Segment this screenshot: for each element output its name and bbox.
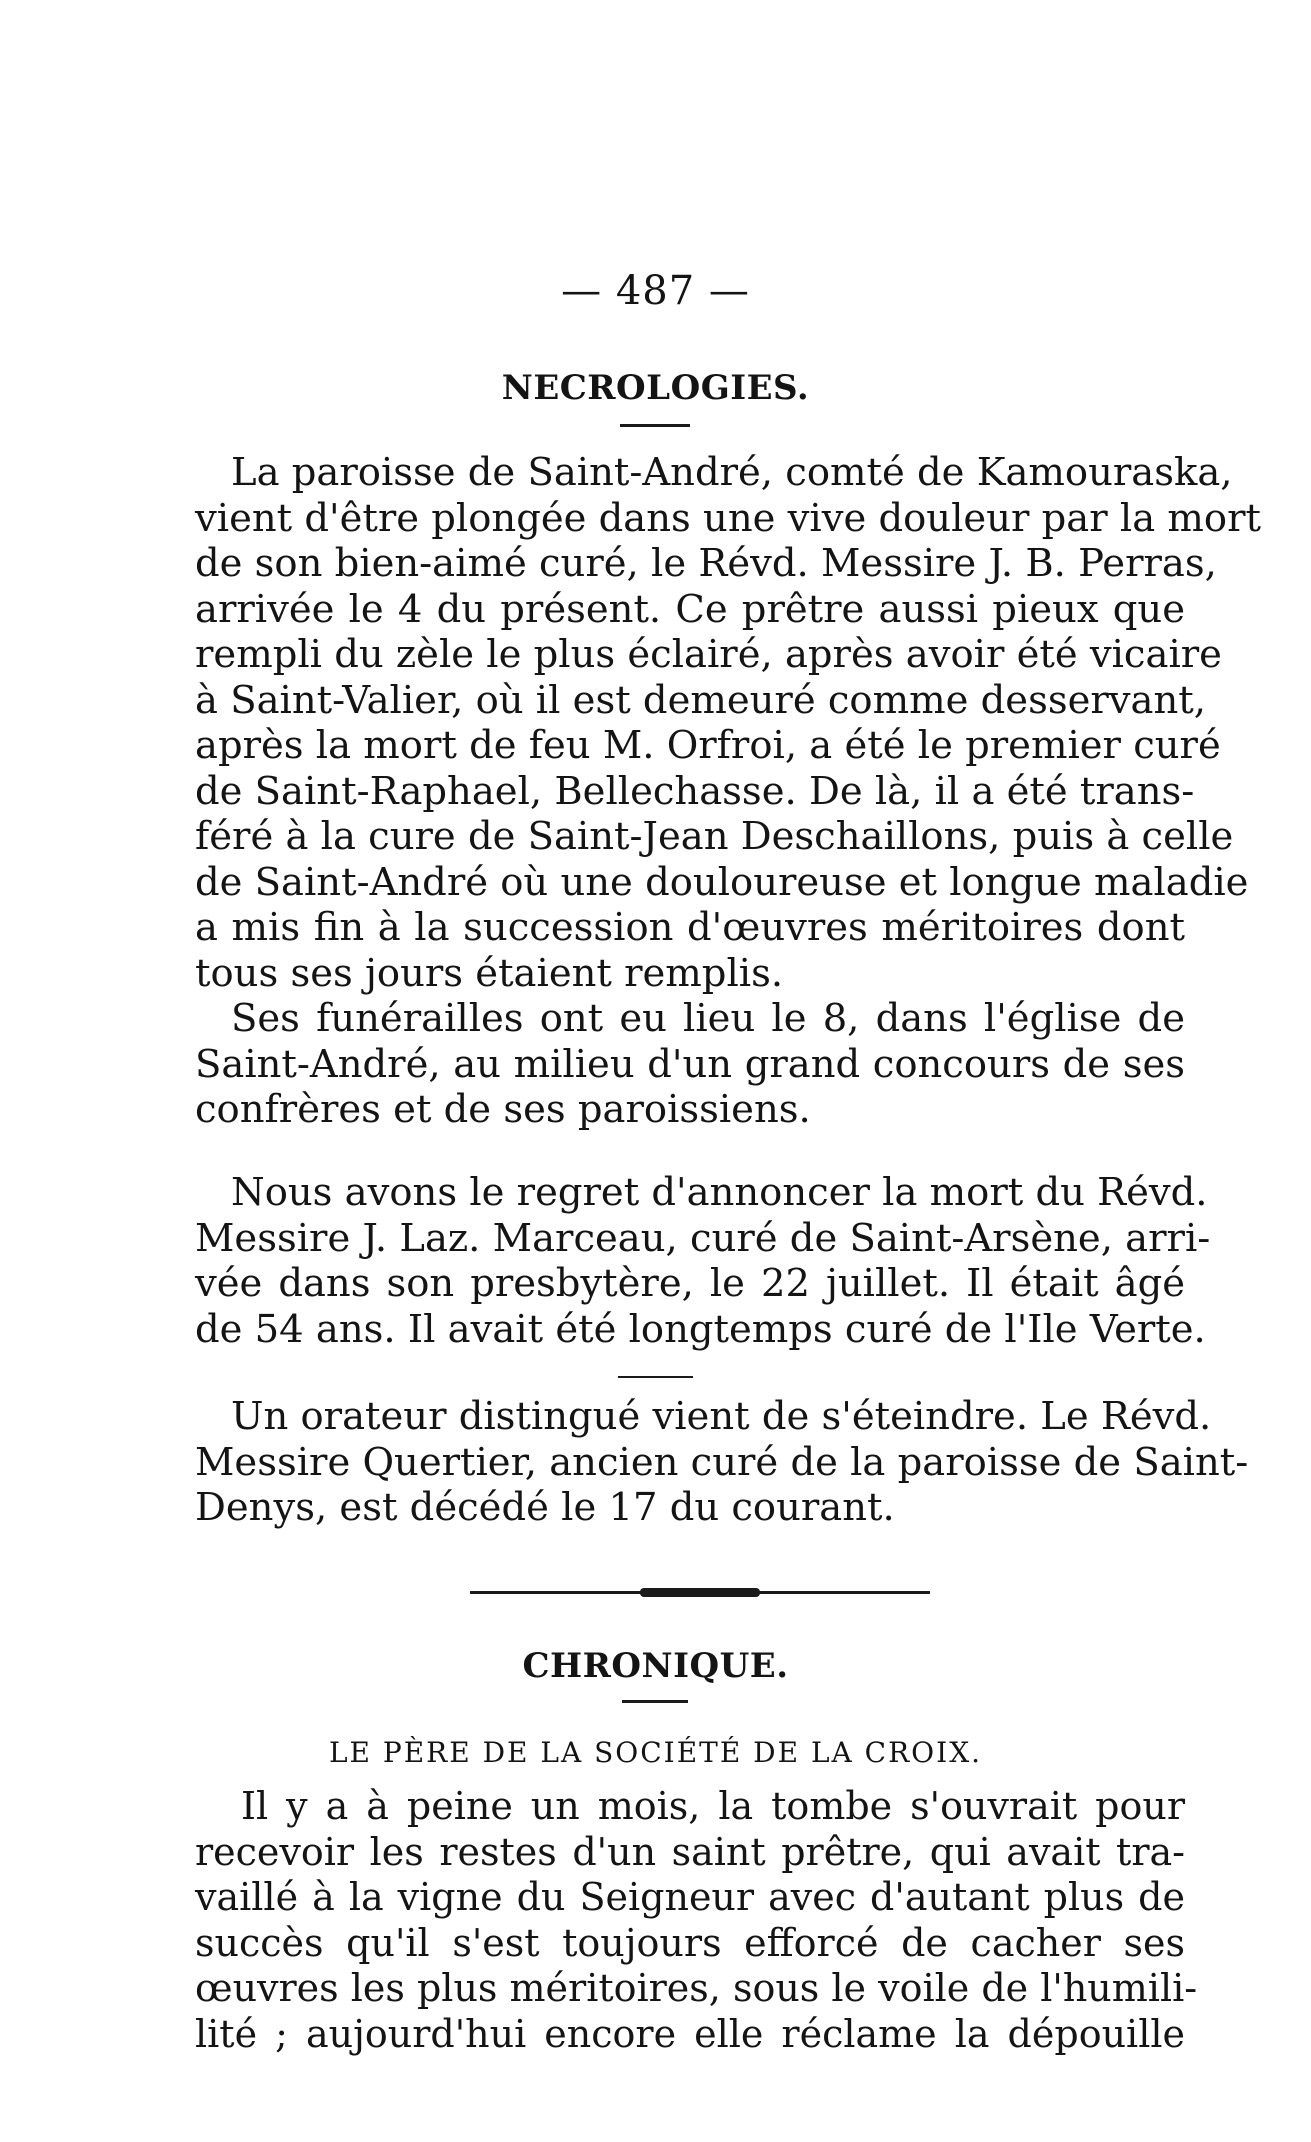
page-number: — 487 — — [561, 268, 750, 314]
text-line: a mis fin à la succession d'œuvres méritoires dont — [195, 905, 1185, 950]
necrology-paragraph-marceau — [195, 1170, 1211, 1352]
text-line: de Saint-Raphael, Bellechasse. De là, il a été trans- — [195, 768, 1195, 814]
necrology-paragraph-quertier — [195, 1394, 1249, 1531]
chronique-subheading: LE PÈRE DE LA SOCIÉTÉ DE LA CROIX. — [328, 1736, 983, 1769]
text-line: vient d'être plongée dans une vive douleur par la mort — [195, 495, 1261, 541]
heading-underline — [622, 1700, 688, 1703]
text-line: de son bien-aimé curé, le Révd. Messire J. B. Perras, — [195, 541, 1217, 586]
heading-underline — [620, 424, 690, 427]
text-line: tous ses jours étaient remplis. — [195, 950, 784, 996]
text-line: à Saint-Valier, où il est demeuré comme desservant, — [195, 677, 1206, 723]
chronique-paragraph — [195, 1784, 1198, 2057]
text-line: arrivée le 4 du présent. Ce prêtre aussi pieux que — [195, 586, 1185, 632]
text-line: confrères et de ses paroissiens. — [195, 1087, 811, 1132]
text-line: Denys, est décédé le 17 du courant. — [195, 1485, 895, 1530]
necrology-paragraph-perras — [195, 450, 1261, 996]
necrologies-heading: NECROLOGIES. — [501, 368, 810, 408]
text-line: succès qu'il s'est toujours efforcé de cacher ses — [195, 1920, 1185, 1965]
text-line: La paroisse de Saint-André, comté de Kamouraska, — [231, 450, 1233, 495]
text-line: Saint-André, au milieu d'un grand concours de ses — [195, 1041, 1185, 1087]
text-line: de Saint-André où une douloureuse et longue maladie — [195, 859, 1249, 905]
text-line: lité ; aujourd'hui encore elle réclame la dépouille — [195, 2011, 1185, 2056]
separator-rule — [618, 1376, 693, 1378]
necrology-paragraph-funerals — [195, 996, 1185, 1133]
text-line: Ses funérailles ont eu lieu le 8, dans l'église de — [231, 996, 1185, 1041]
text-line: rempli du zèle le plus éclairé, après avoir été vicaire — [195, 632, 1222, 677]
chronique-heading: CHRONIQUE. — [522, 1646, 789, 1686]
text-line: Il y a à peine un mois, la tombe s'ouvrait pour — [241, 1784, 1185, 1828]
section-divider-ornament — [640, 1588, 760, 1597]
text-line: Messire Quertier, ancien curé de la paroisse de Saint- — [195, 1439, 1249, 1485]
text-line: de 54 ans. Il avait été longtemps curé de l'Ile Verte. — [195, 1306, 1206, 1352]
text-line: Messire J. Laz. Marceau, curé de Saint-Arsène, arri- — [195, 1215, 1211, 1261]
text-line: Nous avons le regret d'annoncer la mort du Révd. — [231, 1170, 1208, 1215]
text-line: vaillé à la vigne du Seigneur avec d'autant plus de — [195, 1875, 1185, 1919]
text-line: œuvres les plus méritoires, sous le voile de l'humili- — [195, 1966, 1198, 2010]
text-line: féré à la cure de Saint-Jean Deschaillons, puis à celle — [195, 814, 1234, 859]
text-line: recevoir les restes d'un saint prêtre, qui avait tra- — [195, 1829, 1185, 1874]
text-line: vée dans son presbytère, le 22 juillet. Il était âgé — [195, 1261, 1185, 1306]
text-line: Un orateur distingué vient de s'éteindre. Le Révd. — [231, 1394, 1212, 1439]
text-line: après la mort de feu M. Orfroi, a été le premier curé — [195, 723, 1221, 768]
